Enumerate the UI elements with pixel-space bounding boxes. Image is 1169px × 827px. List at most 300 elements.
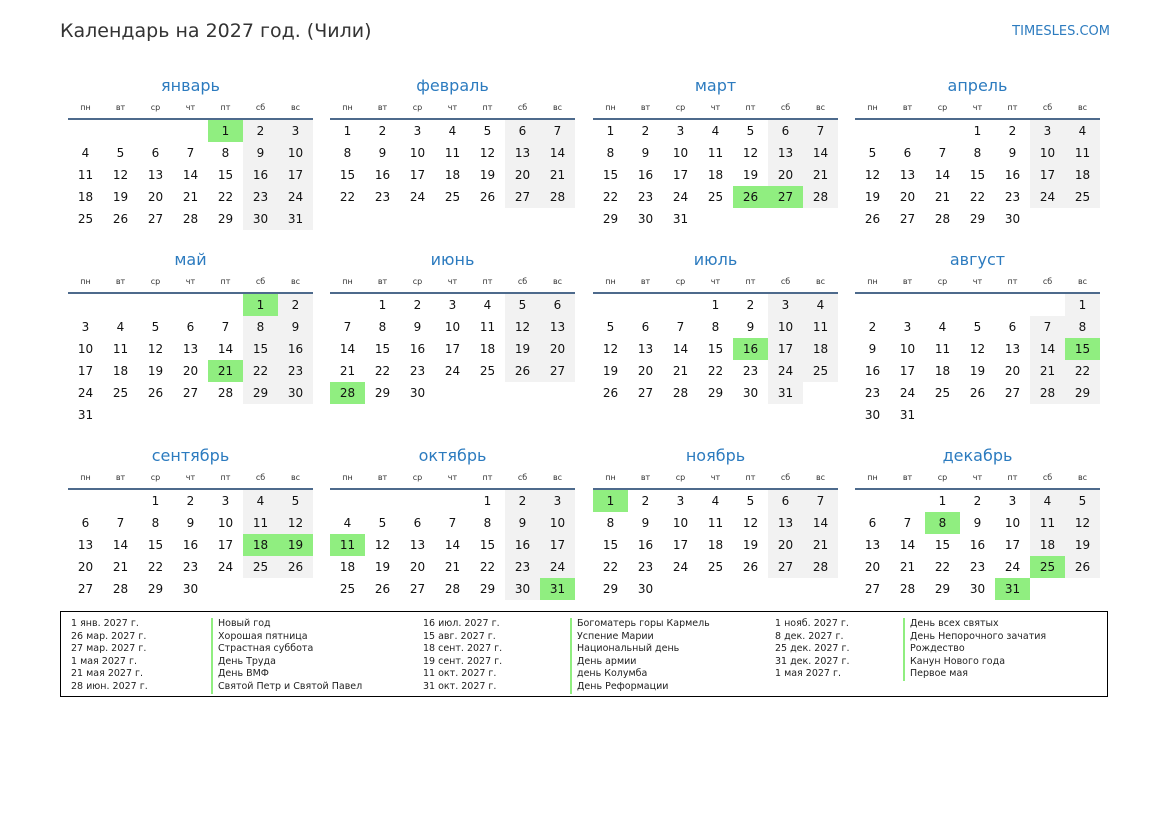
day-cell: 23 [278,360,313,382]
day-cell: 2 [186,494,195,508]
month-name: ноябрь [685,446,746,465]
day-cell: 14 [672,342,689,356]
day-cell: 3 [221,494,230,508]
day-cell: 7 [938,146,947,160]
day-cell: 30 [1004,212,1021,226]
day-cell: 20 [768,164,803,186]
day-cell: 18 [707,168,724,182]
day-cell: 21 [182,190,199,204]
day-cell: 24 [278,186,313,208]
weekday-label: вт [377,473,388,482]
month-6 [330,250,575,404]
day-cell: 8 [243,316,278,338]
weekday-label: чт [447,473,458,482]
day-cell: 11 [77,168,94,182]
day-cell: 2 [1008,124,1017,138]
weekday-label: чт [447,103,458,112]
day-cell: 18 [112,364,129,378]
day-cell: 6 [641,320,650,334]
day-cell: 12 [602,342,619,356]
day-cell: 3 [1030,120,1065,142]
day-cell: 1 [973,124,982,138]
holiday-day-cell: 19 [278,534,313,556]
day-grid [593,490,838,600]
day-cell: 25 [1065,186,1100,208]
site-link[interactable]: TIMESLES.COM [1012,24,1110,39]
day-cell: 25 [77,212,94,226]
weekday-header [593,98,838,120]
day-cell: 25 [112,386,129,400]
day-cell: 15 [969,168,986,182]
day-cell: 22 [217,190,234,204]
legend-entry: День Труда [211,656,362,669]
empty-cell [890,120,925,142]
day-cell: 25 [444,190,461,204]
day-cell: 26 [505,360,540,382]
day-cell: 9 [186,516,195,530]
day-grid [330,294,575,404]
weekday-label: вт [115,277,126,286]
day-cell: 27 [864,582,881,596]
weekday-label: вт [640,473,651,482]
month-name: январь [161,76,220,95]
holiday-day-cell: 26 [733,186,768,208]
day-cell: 1 [483,494,492,508]
weekday-label: чт [710,103,721,112]
day-cell: 29 [934,582,951,596]
legend-dates-2 [423,618,502,694]
day-cell: 2 [505,490,540,512]
weekday-header [593,468,838,490]
day-cell: 24 [672,190,689,204]
weekday-header [330,468,575,490]
weekday-label: ср [412,473,423,482]
day-cell: 23 [1004,190,1021,204]
holiday-day-cell: 21 [208,360,243,382]
day-cell: 26 [602,386,619,400]
holiday-day-cell: 28 [330,382,365,404]
weekday-label: сб [1042,277,1053,286]
day-cell: 12 [1065,512,1100,534]
day-cell: 5 [151,320,160,334]
legend-entry: 1 мая 2027 г. [775,668,841,680]
day-cell: 6 [505,120,540,142]
day-cell: 4 [1065,120,1100,142]
day-cell: 20 [864,560,881,574]
day-cell: 4 [938,320,947,334]
day-cell: 28 [803,556,838,578]
day-cell: 2 [973,494,982,508]
day-cell: 16 [637,538,654,552]
weekday-label: пн [605,103,616,112]
legend-names-2 [570,618,710,694]
day-cell: 16 [278,338,313,360]
weekday-label: пн [867,103,878,112]
weekday-label: вт [902,277,913,286]
weekday-label: ср [675,103,686,112]
day-cell: 21 [803,164,838,186]
day-cell: 16 [637,168,654,182]
day-cell: 16 [182,538,199,552]
day-cell: 4 [81,146,90,160]
day-cell: 23 [505,556,540,578]
empty-cell [365,490,400,512]
day-cell: 8 [221,146,230,160]
day-cell: 6 [413,516,422,530]
holiday-day-cell: 31 [995,578,1030,600]
month-8 [855,250,1100,426]
day-cell: 12 [742,146,759,160]
legend-dates-3 [775,618,850,681]
day-cell: 4 [483,298,492,312]
weekday-label: ср [412,103,423,112]
day-cell: 12 [374,538,391,552]
day-cell: 17 [768,338,803,360]
day-cell: 23 [182,560,199,574]
day-cell: 26 [278,556,313,578]
day-cell: 9 [278,316,313,338]
day-cell: 29 [479,582,496,596]
empty-cell [173,294,208,316]
day-cell: 29 [147,582,164,596]
day-cell: 29 [217,212,234,226]
weekday-label: сб [1042,473,1053,482]
empty-cell [855,120,890,142]
weekday-label: ср [937,473,948,482]
day-cell: 7 [221,320,230,334]
day-cell: 11 [707,146,724,160]
day-cell: 11 [707,516,724,530]
day-cell: 8 [1065,316,1100,338]
day-cell: 9 [1008,146,1017,160]
weekday-label: пт [1007,103,1018,112]
legend-dates-1 [71,618,148,694]
day-cell: 30 [969,582,986,596]
day-cell: 10 [217,516,234,530]
month-name: сентябрь [151,446,230,465]
day-cell: 9 [973,516,982,530]
day-cell: 15 [339,168,356,182]
legend-entry: Богоматерь горы Кармель [570,618,710,631]
day-cell: 7 [343,320,352,334]
day-cell: 5 [746,494,755,508]
day-cell: 30 [182,582,199,596]
legend-entry: 18 сент. 2027 г. [423,643,503,655]
day-cell: 2 [413,298,422,312]
weekday-label: пн [867,473,878,482]
holiday-day-cell: 1 [593,490,628,512]
legend-entry: 15 авг. 2027 г. [423,630,496,642]
weekday-label: вт [902,103,913,112]
day-cell: 2 [278,294,313,316]
day-grid [855,490,1100,600]
day-cell: 28 [1030,382,1065,404]
day-cell: 29 [602,582,619,596]
day-cell: 1 [711,298,720,312]
day-cell: 18 [339,560,356,574]
empty-cell [890,490,925,512]
weekday-header [855,272,1100,294]
day-grid [593,294,838,404]
weekday-label: пт [482,103,493,112]
day-cell: 13 [182,342,199,356]
day-cell: 13 [505,142,540,164]
day-cell: 28 [182,212,199,226]
weekday-label: сб [517,473,528,482]
day-cell: 27 [540,360,575,382]
day-cell: 27 [1004,386,1021,400]
day-cell: 14 [1030,338,1065,360]
holiday-day-cell: 25 [1030,556,1065,578]
day-cell: 5 [483,124,492,138]
day-cell: 29 [243,382,278,404]
legend-entry: День ВМФ [211,668,362,681]
weekday-label: чт [972,103,983,112]
day-cell: 2 [868,320,877,334]
day-cell: 25 [707,190,724,204]
legend-entry: 11 окт. 2027 г. [423,668,497,680]
empty-cell [138,294,173,316]
day-cell: 22 [602,190,619,204]
day-cell: 16 [1004,168,1021,182]
weekday-label: ср [412,277,423,286]
day-cell: 30 [243,208,278,230]
day-cell: 5 [746,124,755,138]
day-cell: 11 [1065,142,1100,164]
month-name: март [694,76,737,95]
day-cell: 9 [641,146,650,160]
day-cell: 30 [278,382,313,404]
day-cell: 29 [969,212,986,226]
weekday-label: чт [185,473,196,482]
weekday-label: чт [447,277,458,286]
day-cell: 21 [339,364,356,378]
weekday-label: вс [1077,473,1088,482]
day-cell: 15 [243,338,278,360]
weekday-label: вс [290,473,301,482]
empty-cell [68,490,103,512]
day-cell: 7 [803,490,838,512]
day-cell: 23 [374,190,391,204]
weekday-header [330,272,575,294]
day-cell: 29 [1065,382,1100,404]
day-cell: 2 [641,124,650,138]
day-cell: 22 [374,364,391,378]
day-cell: 4 [116,320,125,334]
day-cell: 28 [803,186,838,208]
day-cell: 10 [278,142,313,164]
day-cell: 29 [602,212,619,226]
day-cell: 14 [540,142,575,164]
day-cell: 1 [606,124,615,138]
empty-cell [103,490,138,512]
day-cell: 19 [147,364,164,378]
weekday-label: ср [150,103,161,112]
day-cell: 20 [182,364,199,378]
weekday-label: ср [675,277,686,286]
legend-entry: 31 дек. 2027 г. [775,655,850,667]
day-grid [68,490,313,600]
day-cell: 19 [969,364,986,378]
legend-entry: 1 мая 2027 г. [71,655,137,667]
day-cell: 19 [742,168,759,182]
day-cell: 4 [448,124,457,138]
weekday-label: вс [552,277,563,286]
month-name: май [174,250,207,269]
day-cell: 15 [602,538,619,552]
day-cell: 6 [1008,320,1017,334]
empty-cell [890,294,925,316]
day-cell: 7 [803,120,838,142]
day-cell: 9 [243,142,278,164]
month-name: октябрь [418,446,487,465]
empty-cell [628,294,663,316]
holiday-day-cell: 15 [1065,338,1100,360]
weekday-header [330,98,575,120]
day-cell: 12 [278,512,313,534]
month-name: август [949,250,1006,269]
weekday-label: вс [290,277,301,286]
empty-cell [855,490,890,512]
day-cell: 15 [374,342,391,356]
day-cell: 6 [768,490,803,512]
day-cell: 27 [147,212,164,226]
weekday-label: вт [377,277,388,286]
day-cell: 22 [602,560,619,574]
day-cell: 20 [147,190,164,204]
weekday-label: вт [377,103,388,112]
empty-cell [173,120,208,142]
day-cell: 22 [969,190,986,204]
day-cell: 19 [602,364,619,378]
day-cell: 17 [444,342,461,356]
weekday-label: пт [482,473,493,482]
holiday-day-cell: 8 [925,512,960,534]
day-cell: 3 [768,294,803,316]
day-cell: 19 [112,190,129,204]
day-cell: 12 [479,146,496,160]
day-cell: 17 [77,364,94,378]
legend-entry: День Непорочного зачатия [903,631,1046,644]
day-cell: 10 [1030,142,1065,164]
day-cell: 24 [540,556,575,578]
holiday-day-cell: 16 [733,338,768,360]
day-cell: 22 [243,360,278,382]
empty-cell [68,120,103,142]
day-cell: 20 [1004,364,1021,378]
day-cell: 23 [637,190,654,204]
day-cell: 19 [1065,534,1100,556]
weekday-label: сб [780,103,791,112]
weekday-label: вт [115,103,126,112]
day-cell: 5 [868,146,877,160]
month-name: апрель [947,76,1008,95]
day-cell: 2 [378,124,387,138]
day-cell: 2 [641,494,650,508]
weekday-label: вт [115,473,126,482]
weekday-label: пн [80,277,91,286]
legend-entry: Национальный день [570,643,710,656]
day-cell: 23 [409,364,426,378]
day-cell: 24 [672,560,689,574]
day-cell: 5 [505,294,540,316]
month-12 [855,446,1100,600]
weekday-label: сб [517,277,528,286]
day-cell: 21 [444,560,461,574]
day-cell: 26 [742,560,759,574]
day-cell: 10 [768,316,803,338]
day-grid [330,490,575,600]
legend-entry: 25 дек. 2027 г. [775,643,850,655]
empty-cell [960,294,995,316]
day-cell: 19 [742,538,759,552]
day-cell: 7 [676,320,685,334]
weekday-label: пт [745,103,756,112]
day-cell: 27 [182,386,199,400]
day-cell: 18 [707,538,724,552]
empty-cell [855,294,890,316]
legend-entry: 28 июн. 2027 г. [71,680,148,692]
day-cell: 7 [186,146,195,160]
legend-entry: Новый год [211,618,362,631]
month-name: июнь [430,250,475,269]
day-cell: 13 [409,538,426,552]
day-cell: 11 [112,342,129,356]
weekday-label: сб [780,473,791,482]
day-cell: 31 [77,408,94,422]
months-grid [68,76,1102,606]
day-cell: 31 [768,382,803,404]
day-cell: 24 [1030,186,1065,208]
empty-cell [995,294,1030,316]
weekday-label: пн [605,277,616,286]
day-cell: 14 [899,538,916,552]
legend-entry: Рождество [903,643,1046,656]
day-cell: 9 [413,320,422,334]
month-name: февраль [416,76,489,95]
day-cell: 14 [182,168,199,182]
legend-entry: День армии [570,656,710,669]
day-cell: 24 [217,560,234,574]
day-cell: 28 [444,582,461,596]
day-cell: 6 [81,516,90,530]
weekday-label: пн [342,103,353,112]
day-cell: 15 [147,538,164,552]
day-cell: 24 [768,360,803,382]
day-cell: 4 [243,490,278,512]
day-cell: 8 [606,516,615,530]
day-cell: 13 [899,168,916,182]
day-cell: 13 [147,168,164,182]
month-1 [68,76,313,230]
day-cell: 27 [505,186,540,208]
day-cell: 30 [505,578,540,600]
day-cell: 5 [973,320,982,334]
legend-names-3 [903,618,1046,681]
day-cell: 24 [409,190,426,204]
empty-cell [208,294,243,316]
day-cell: 12 [864,168,881,182]
legend-entry: 8 дек. 2027 г. [775,630,844,642]
day-cell: 9 [868,342,877,356]
weekday-header [68,98,313,120]
weekday-label: сб [780,277,791,286]
day-cell: 6 [768,120,803,142]
day-cell: 14 [934,168,951,182]
weekday-label: ср [937,103,948,112]
legend-entry: день Колумба [570,668,710,681]
day-cell: 13 [768,512,803,534]
